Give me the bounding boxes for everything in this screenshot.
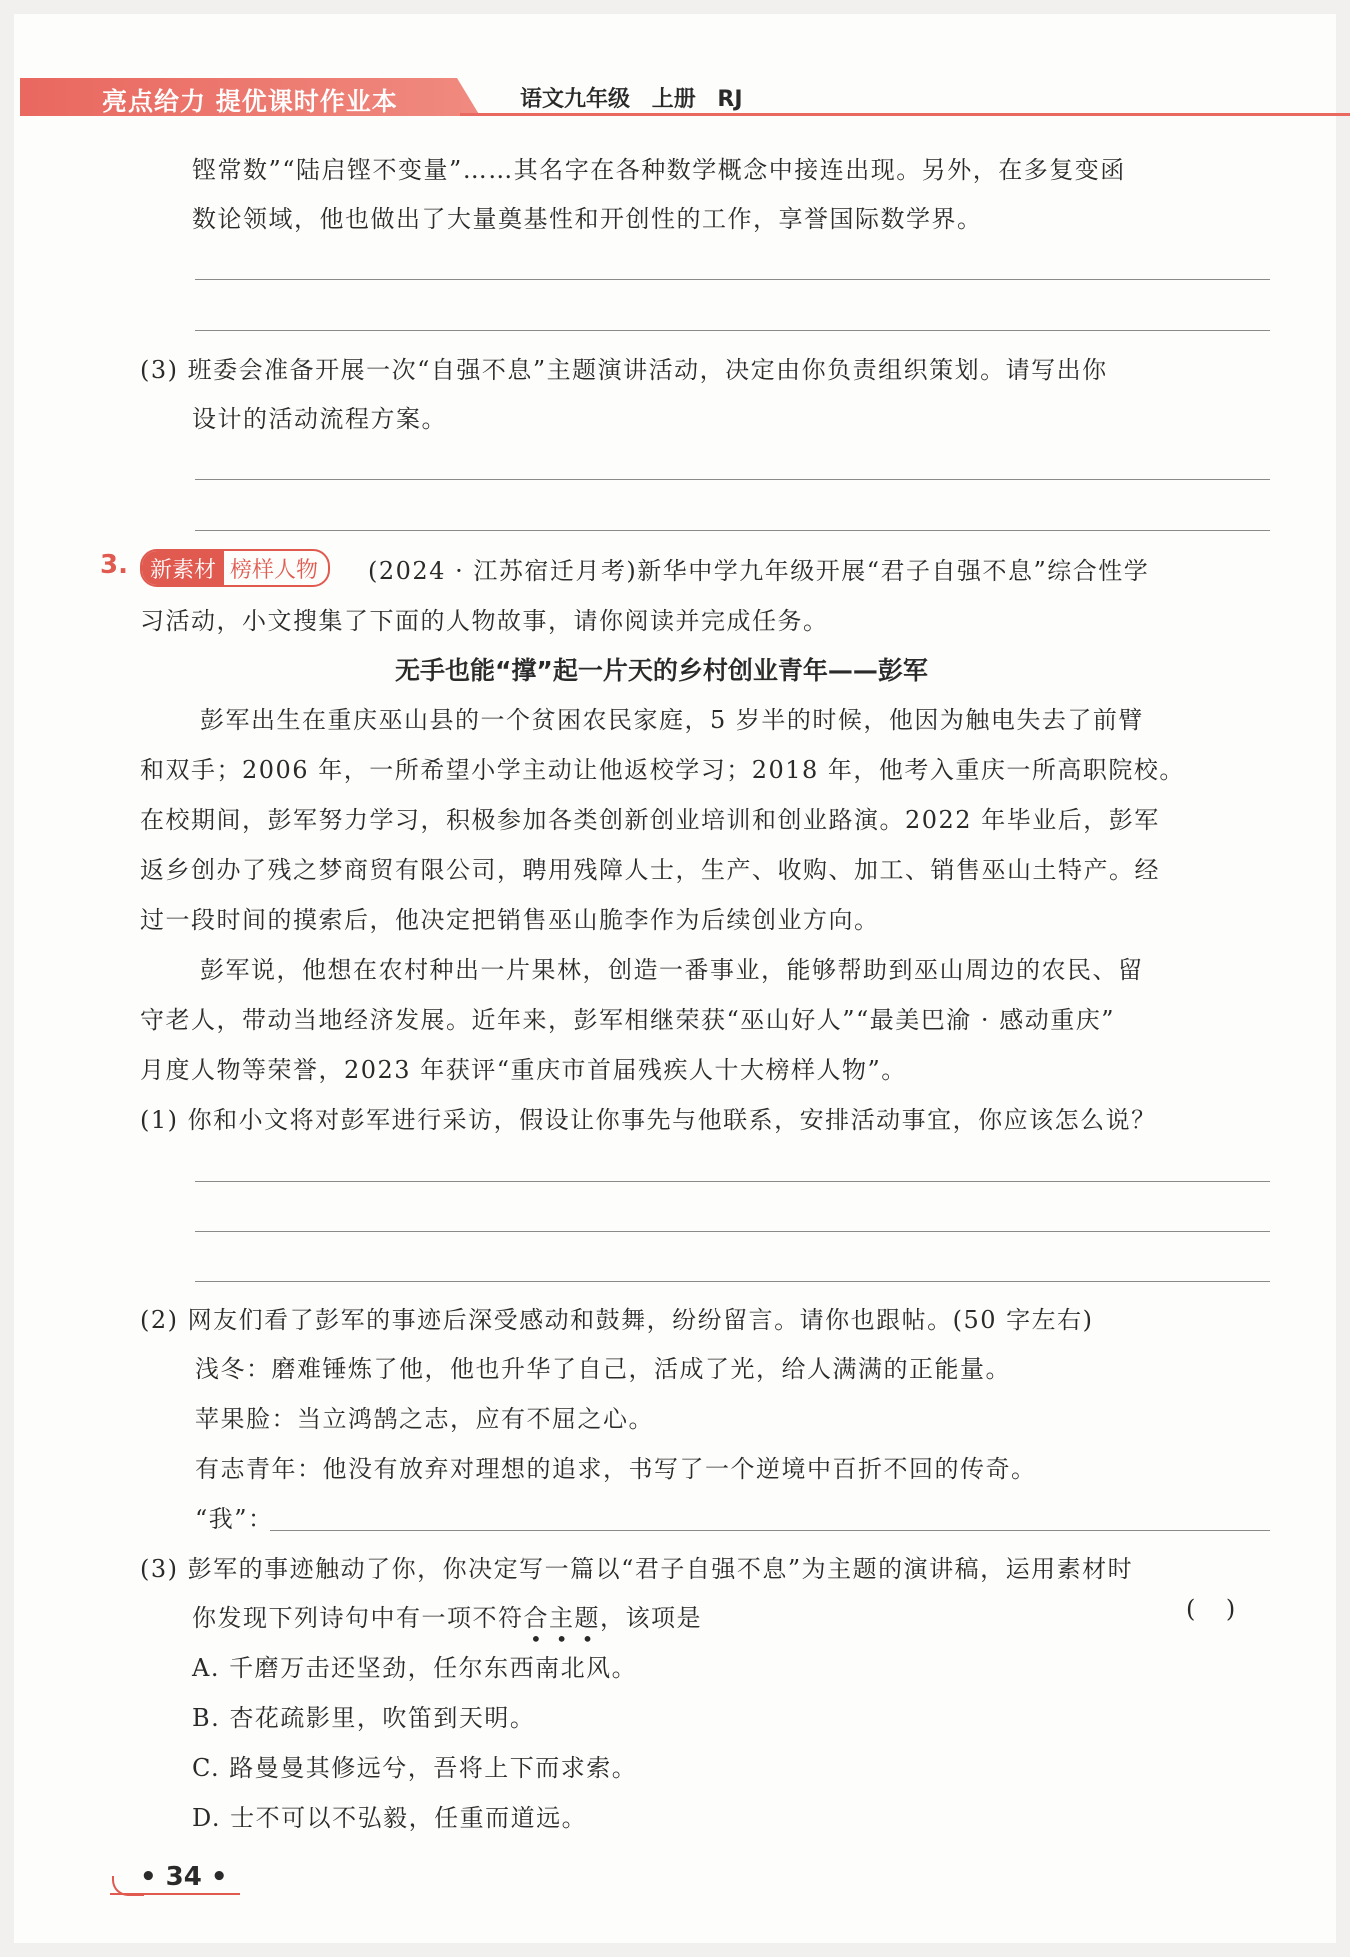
answer-line <box>195 1281 1270 1282</box>
footer-rule <box>110 1893 240 1895</box>
material-tag <box>140 549 330 587</box>
question-number: 3. <box>100 550 128 580</box>
subject-label: 语文九年级 <box>520 87 631 112</box>
comment-me-label: “我”： <box>195 1505 274 1533</box>
option-b: B. 杏花疏影里，吹笛到天明。 <box>192 1704 536 1732</box>
page-header <box>20 78 1332 118</box>
article-line: 彭军说，他想在农村种出一片果林，创造一番事业，能够帮助到巫山周边的农民、留 <box>200 956 1144 984</box>
header-subject <box>520 82 743 113</box>
answer-line <box>195 530 1270 531</box>
question-text: 设计的活动流程方案。 <box>192 405 447 433</box>
question-intro: (2024 · 江苏宿迁月考)新华中学九年级开展“君子自强不息”综合性学 <box>368 557 1150 585</box>
tag-role-model: 榜样人物 <box>230 558 319 583</box>
comment: 浅冬：磨难锤炼了他，他也升华了自己，活成了光，给人满满的正能量。 <box>195 1355 1011 1383</box>
answer-line <box>195 330 1270 331</box>
body-text-line: 铿常数”“陆启铿不变量”……其名字在各种数学概念中接连出现。另外，在多复变函 <box>192 156 1126 184</box>
article-line: 和双手；2006 年，一所希望小学主动让他返校学习；2018 年，他考入重庆一所高职院校。 <box>140 756 1185 784</box>
sub-question-1: (1) 你和小文将对彭军进行采访，假设让你事先与他联系，安排活动事宜，你应该怎么说？ <box>140 1106 1157 1134</box>
article-line: 在校期间，彭军努力学习，积极参加各类创新创业培训和创业路演。2022 年毕业后，彭军 <box>140 806 1160 834</box>
option-c: C. 路曼曼其修远兮，吾将上下而求索。 <box>192 1754 638 1782</box>
tag-new-material: 新素材 <box>142 551 224 585</box>
comment: 苹果脸：当立鸿鹄之志，应有不屈之心。 <box>195 1405 654 1433</box>
answer-line <box>195 479 1270 480</box>
option-a: A. 千磨万击还坚劲，任尔东西南北风。 <box>192 1654 638 1682</box>
option-d: D. 士不可以不弘毅，任重而道远。 <box>192 1804 588 1832</box>
article-line: 返乡创办了残之梦商贸有限公司，聘用残障人士，生产、收购、加工、销售巫山土特产。经 <box>140 856 1160 884</box>
article-line: 彭军出生在重庆巫山县的一个贫困农民家庭，5 岁半的时候，他因为触电失去了前臂 <box>200 706 1144 734</box>
emphasis-dots: ••• <box>530 1627 608 1651</box>
sub-question-3: 你发现下列诗句中有一项不符合主题，该项是 <box>192 1604 702 1632</box>
question-intro: 习活动，小文搜集了下面的人物故事，请你阅读并完成任务。 <box>140 607 829 635</box>
article-line: 守老人，带动当地经济发展。近年来，彭军相继荣获“巫山好人”“最美巴渝 · 感动重庆” <box>140 1006 1115 1034</box>
volume-label: 上册 <box>651 87 696 112</box>
header-banner-title: 亮点给力 提优课时作业本 <box>102 87 398 116</box>
answer-bracket: ( ) <box>1186 1595 1236 1623</box>
article-line: 过一段时间的摸索后，他决定把销售巫山脆李作为后续创业方向。 <box>140 906 880 934</box>
comment: 有志青年：他没有放弃对理想的追求，书写了一个逆境中百折不回的传奇。 <box>195 1455 1037 1483</box>
answer-line <box>195 1181 1270 1182</box>
sub-question-2: (2) 网友们看了彭军的事迹后深受感动和鼓舞，纷纷留言。请你也跟帖。(50 字左右) <box>140 1306 1094 1334</box>
answer-line <box>270 1530 1270 1531</box>
page-number: • 34 • <box>140 1862 228 1892</box>
header-rule <box>460 113 1350 116</box>
sub-question-3: (3) 彭军的事迹触动了你，你决定写一篇以“君子自强不息”为主题的演讲稿，运用素材时 <box>140 1555 1134 1583</box>
article-title: 无手也能“撑”起一片天的乡村创业青年——彭军 <box>395 656 928 685</box>
answer-line <box>195 1231 1270 1232</box>
edition-label: RJ <box>717 87 743 112</box>
body-text-line: 数论领域，他也做出了大量奠基性和开创性的工作，享誉国际数学界。 <box>192 205 983 233</box>
answer-line <box>195 279 1270 280</box>
article-line: 月度人物等荣誉，2023 年获评“重庆市首届残疾人十大榜样人物”。 <box>140 1056 907 1084</box>
question-text: (3) 班委会准备开展一次“自强不息”主题演讲活动，决定由你负责组织策划。请写出你 <box>140 356 1108 384</box>
